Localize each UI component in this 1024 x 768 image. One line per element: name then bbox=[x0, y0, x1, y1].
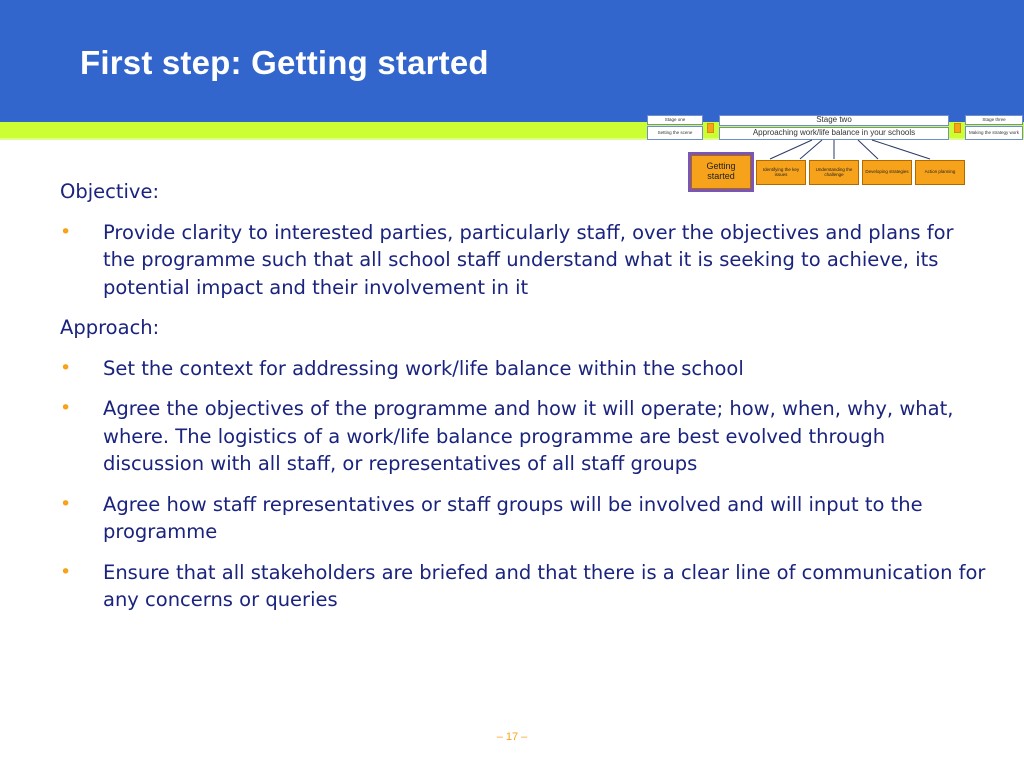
stage-two-subtitle: Approaching work/life balance in your schools bbox=[719, 127, 949, 140]
page-number: – 17 – bbox=[496, 731, 528, 743]
bullet-text: Provide clarity to interested parties, particularly staff, over the objectives and plans for the programme such that all school staff understand what it is seeking to achieve, its potential impact and their involvement in it bbox=[103, 220, 954, 299]
approach-bullet bbox=[60, 491, 990, 546]
bullet-text: Agree the objectives of the programme and how it will operate; how, when, why, what, where. The logistics of a work/life balance programme are best evolved through discussion with all staff, or representatives of all staff groups bbox=[103, 397, 954, 475]
getting-started-label: Getting started bbox=[691, 155, 751, 189]
stage-three-subtitle: Making the strategy work bbox=[965, 126, 1023, 140]
step-box-understanding: Understanding the challenge bbox=[809, 160, 859, 185]
bullet-text: Set the context for addressing work/life balance within the school bbox=[103, 356, 744, 380]
bullet-text: Ensure that all stakeholders are briefed and that there is a clear line of communication for any concerns or queries bbox=[103, 560, 986, 611]
step-box-action-planning: Action planning bbox=[915, 160, 965, 185]
stage-one-title: Stage one bbox=[647, 115, 703, 125]
slide-title: First step: Getting started bbox=[80, 44, 489, 81]
bullet-dot-icon: • bbox=[60, 492, 72, 515]
approach-bullet bbox=[60, 395, 990, 478]
stage-diagram bbox=[0, 0, 1024, 200]
objective-bullet bbox=[60, 219, 990, 302]
stage-three-title: Stage three bbox=[965, 115, 1023, 125]
approach-heading: Approach: bbox=[60, 316, 160, 339]
bullet-dot-icon: • bbox=[60, 356, 72, 379]
bullet-dot-icon: • bbox=[60, 560, 72, 583]
step-box-identifying: Identifying the key issues bbox=[756, 160, 806, 185]
step-box-developing: Developing strategies bbox=[862, 160, 912, 185]
approach-bullet bbox=[60, 559, 990, 614]
objective-heading: Objective: bbox=[60, 180, 160, 203]
slide-body bbox=[60, 178, 990, 627]
bullet-text: Agree how staff representatives or staff groups will be involved and will input to the programme bbox=[103, 492, 923, 543]
bullet-dot-icon: • bbox=[60, 397, 72, 419]
approach-bullet bbox=[60, 355, 990, 383]
stage-one-subtitle: Setting the scene bbox=[647, 126, 703, 140]
bullet-dot-icon: • bbox=[60, 220, 72, 243]
stage-two-title: Stage two bbox=[719, 115, 949, 126]
